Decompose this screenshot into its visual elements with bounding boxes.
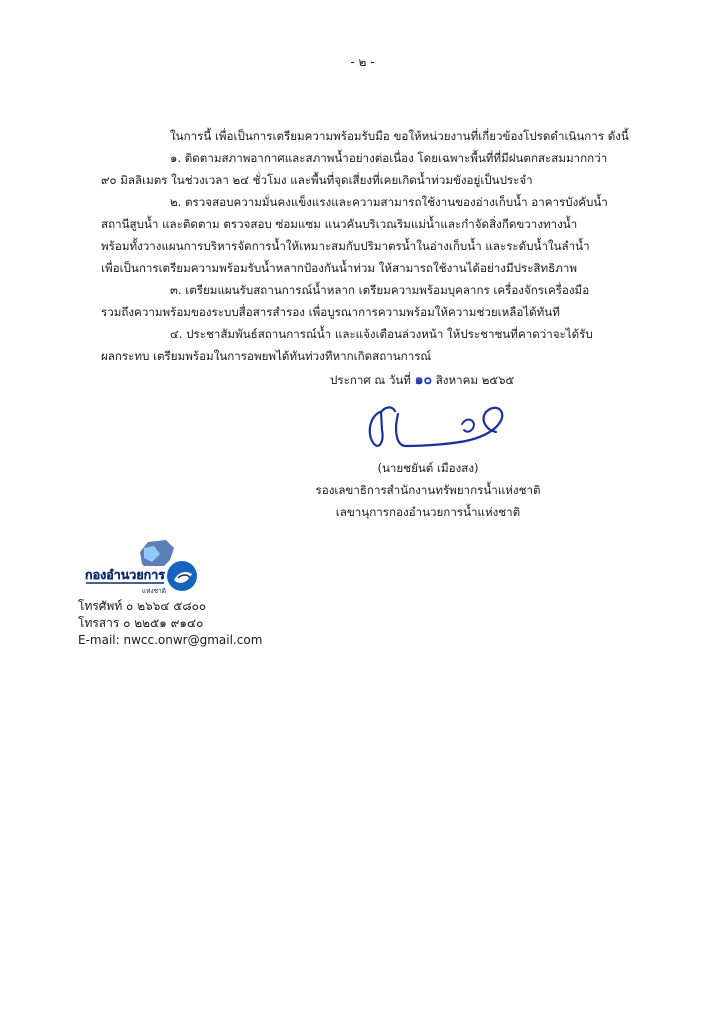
item-1-continuation: ๙๐ มิลลิเมตร ในช่วงเวลา ๒๔ ชั่วโมง และพื้นที่จุดเสี่ยงที่เคยเกิดน้ำท่วมขังอยู่เป็นประจำ [101,173,533,187]
item-4-first-line: ๔. ประชาสัมพันธ์สถานการณ์น้ำ และแจ้งเตือนล่วงหน้า ให้ประชาชนที่คาดว่าจะได้รับ [170,327,593,341]
signature-image [362,394,512,456]
signer-title-1: รองเลขาธิการสำนักงานทรัพยากรน้ำแห่งชาติ [315,483,541,497]
item-2-continuation: พร้อมทั้งวางแผนการบริหารจัดการน้ำให้เหมาะสมกับปริมาตรน้ำในอ่างเก็บน้ำ และระดับน้ำในลำน้ำ [101,239,590,253]
item-1-first-line: ๑. ติดตามสภาพอากาศและสภาพน้ำอย่างต่อเนื่อง โดยเฉพาะพื้นที่ที่มีฝนตกสะสมมากกว่า [170,151,608,165]
page-number: - ๒ - [350,55,375,69]
item-2-first-line: ๒. ตรวจสอบความมั่นคงแข็งแรงและความสามารถใช้งานของอ่างเก็บน้ำ อาคารบังคับน้ำ [170,195,608,209]
logo-text: กองอำนวยการ [85,567,165,582]
contact-phone: โทรศัพท์ ๐ ๒๖๖๔ ๕๘๐๐ [78,599,207,613]
item-3-first-line: ๓. เตรียมแผนรับสถานการณ์น้ำหลาก เตรียมความพร้อมบุคลากร เครื่องจักรเครื่องมือ [170,283,590,297]
date-day: ๑๐ [414,372,433,388]
item-2-continuation: สถานีสูบน้ำ และติดตาม ตรวจสอบ ซ่อมแซม แนวคันบริเวณริมแม่น้ำและกำจัดสิ่งกีดขวางทางน้ำ [101,217,578,231]
item-3-continuation: รวมถึงความพร้อมของระบบสื่อสารสำรอง เพื่อบูรณาการความพร้อมให้ความช่วยเหลือได้ทันที [101,305,560,319]
announcement-date [330,370,514,390]
contact-fax: โทรสาร ๐ ๒๒๕๑ ๙๑๔๐ [78,616,204,630]
contact-email: E-mail: nwcc.onwr@gmail.com [78,633,263,647]
date-month-year: สิงหาคม ๒๕๖๕ [435,373,515,387]
agency-logo [78,538,202,598]
logo-subtext: แห่งชาติ [142,587,166,595]
item-2-continuation: เพื่อเป็นการเตรียมความพร้อมรับน้ำหลากป้องกันน้ำท่วม ให้สามารถใช้งานได้อย่างมีประสิทธิภาพ [101,261,578,275]
signer-title-2: เลขานุการกองอำนวยการน้ำแห่งชาติ [335,505,521,519]
item-4-continuation: ผลกระทบ เตรียมพร้อมในการอพยพได้ทันท่วงทีหากเกิดสถานการณ์ [101,349,432,363]
date-prefix: ประกาศ ณ วันที่ [330,373,411,387]
intro-paragraph: ในการนี้ เพื่อเป็นการเตรียมความพร้อมรับมือ ขอให้หน่วยงานที่เกี่ยวข้องโปรดดำเนินการ ดังนี้ [170,129,629,143]
signer-name: (นายชยันต์ เมืองสง) [377,461,479,475]
